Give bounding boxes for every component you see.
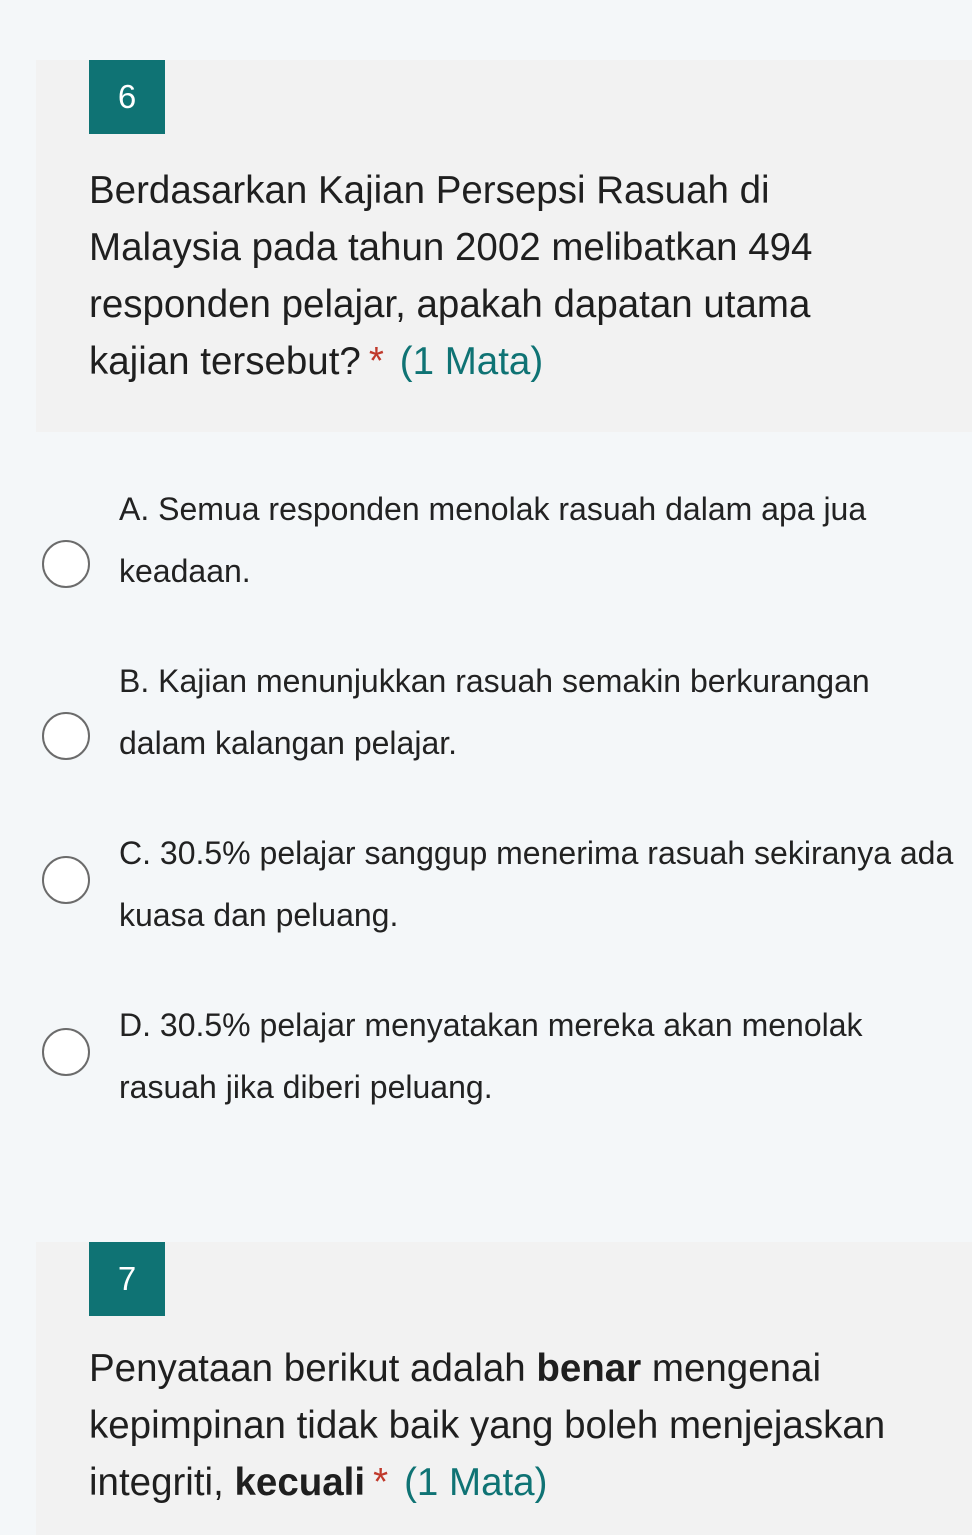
option-c[interactable] [0,822,972,962]
points-label: (1 Mata) [399,340,544,383]
required-marker: * [373,1461,389,1504]
option-b[interactable] [0,650,972,790]
question-prompt-part: Penyataan berikut adalah [89,1347,537,1390]
option-c-label: C. 30.5% pelajar sanggup menerima rasuah sekiranya ada kuasa dan peluang. [119,835,954,933]
question-number-badge: 7 [89,1242,165,1316]
option-a-label: A. Semua responden menolak rasuah dalam apa jua keadaan. [119,491,867,589]
option-a[interactable] [0,478,972,618]
question-7-card [36,1242,972,1535]
question-text [89,162,919,390]
question-prompt: Berdasarkan Kajian Persepsi Rasuah di Malaysia pada tahun 2002 melibatkan 494 responden pelajar, apakah dapatan utama kajian tersebut? [89,169,813,383]
question-6-card [36,60,972,432]
question-prompt-part: mengenai kepimpinan tidak baik yang boleh menjejaskan integriti, [89,1347,886,1504]
radio-button-c[interactable] [42,856,90,904]
question-text [89,1340,919,1511]
emphasis-kecuali: kecuali [234,1461,366,1504]
radio-button-b[interactable] [42,712,90,760]
emphasis-benar: benar [536,1347,642,1390]
radio-button-a[interactable] [42,540,90,588]
required-marker: * [368,340,384,383]
points-label: (1 Mata) [404,1461,548,1504]
radio-button-d[interactable] [42,1028,90,1076]
option-b-label: B. Kajian menunjukkan rasuah semakin berkurangan dalam kalangan pelajar. [119,663,870,761]
question-number-badge: 6 [89,60,165,134]
option-d-label: D. 30.5% pelajar menyatakan mereka akan menolak rasuah jika diberi peluang. [119,1007,863,1105]
option-d[interactable] [0,994,972,1134]
